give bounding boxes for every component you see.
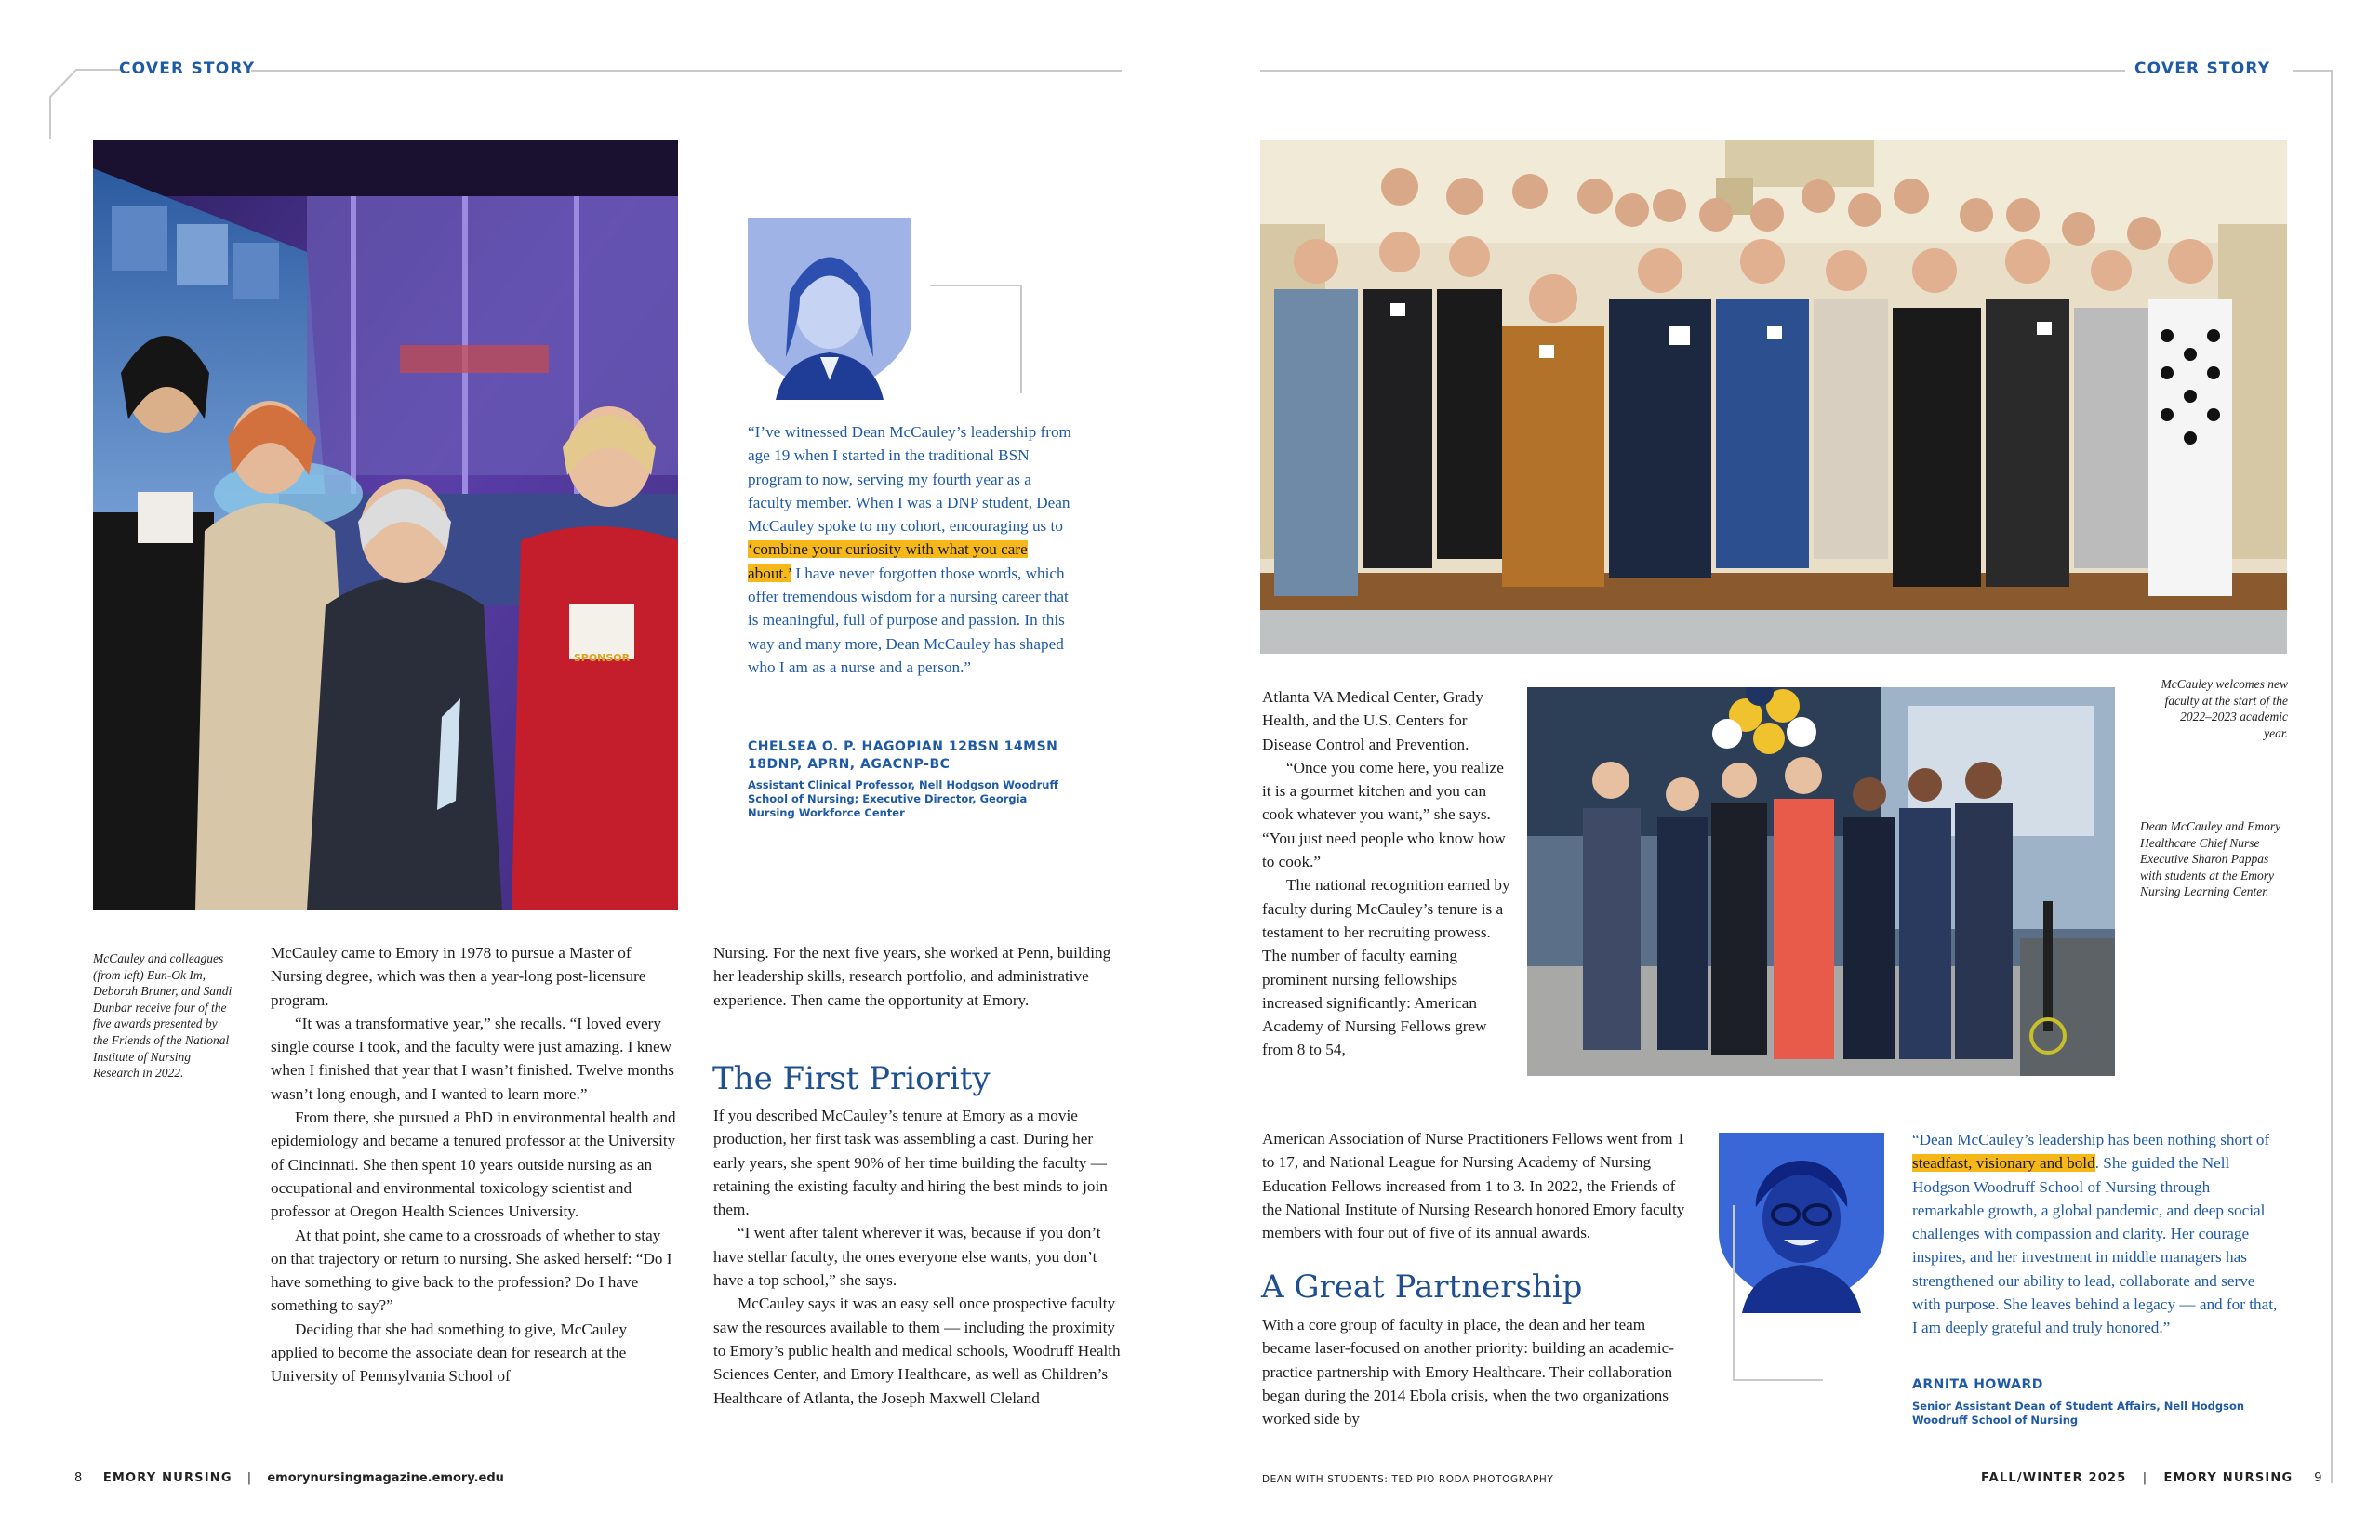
photo-credit: DEAN WITH STUDENTS: TED PIO RODA PHOTOGRAPHY <box>1262 1474 1554 1485</box>
award-photo <box>93 140 678 910</box>
right-col1-wide: American Association of Nurse Practitioners Fellows went from 1 to 17, and National League for Nursing Academy of Nursing Education Fellows increased from 1 to 3. In 2022, the Friends of the National Institute of Nursing Research honored Emory faculty members with four out of five of its annual awards. <box>1262 1130 1685 1242</box>
hagopian-name: CHELSEA O. P. HAGOPIAN 12BSN 14MSN 18DNP, APRN, AGACNP-BC <box>748 739 1058 772</box>
quote-highlight: steadfast, visionary and bold <box>1912 1154 2095 1173</box>
right-footer: FALL/WINTER 2025 | EMORY NURSING 9 <box>1981 1471 2323 1485</box>
left-footer: 8 EMORY NURSING | emorynursingmagazine.emory.edu <box>74 1471 504 1485</box>
hagopian-quote: “I’ve witnessed Dean McCauley’s leadership from age 19 when I started in the traditional BSN program to now, serving my fourth year as a faculty member. When I was a DNP student, Dean McCauley spoke to my cohort, encouraging us to ‘combine your curiosity with what you care about.’ I have never forgotten those words, which offer tremendous wisdom for a nursing career that is meaningful, full of purpose and passion. In this way and many more, Dean McCauley has shaped who I am as a nurse and a person.” <box>748 423 1071 676</box>
right-page-number: 9 <box>2314 1471 2323 1485</box>
howard-quote: “Dean McCauley’s leadership has been nothing short of steadfast, visionary and bold. She guided the Nell Hodgson Woodruff School of Nursing through remarkable growth, a global pandemic, and deep social challenges with compassion and clarity. Her courage inspires, and her investment in middle managers has strengthened our ability to lead, collaborate and serve with purpose. She leaves behind a legacy — and for that, I am deeply grateful and truly honored.” <box>1912 1131 2278 1337</box>
group-photo-caption: McCauley welcomes new faculty at the start of the 2022–2023 academic year. <box>2161 677 2288 740</box>
left-top-rule <box>251 70 1122 72</box>
right-col1-top: Atlanta VA Medical Center, Grady Health, and the U.S. Centers for Disease Control and Prevention. “Once you come here, you realize it is a gourmet kitchen and you can cook whatever you want,” she says. “You just need people who know how to cook.” The national recognition earned by faculty during McCauley’s tenure is a testament to her recruiting prowess. The number of faculty earning prominent nursing fellowships increased significantly: American Academy of Nursing Fellows grew from 8 to 54, <box>1262 688 1510 1059</box>
howard-title: Senior Assistant Dean of Student Affairs, Nell Hodgson Woodruff School of Nursing <box>1912 1400 2245 1427</box>
right-quote-bracket <box>1732 1205 1825 1382</box>
left-section-label: COVER STORY <box>119 60 256 78</box>
first-priority-heading: The First Priority <box>712 1060 991 1097</box>
students-photo <box>1527 687 2115 1076</box>
students-photo-caption: Dean McCauley and Emory Healthcare Chief Nurse Executive Sharon Pappas with students at the Emory Nursing Learning Center. <box>2140 819 2281 899</box>
great-partnership-heading: A Great Partnership <box>1261 1268 1583 1306</box>
group-photo <box>1260 140 2287 654</box>
left-col2-body: If you described McCauley’s tenure at Emory as a movie production, her first task was assembling a cast. During her early years, she spent 90% of her time building the faculty — retaining the existing faculty and hiring the best minds to join them. “I went after talent wherever it was, because if you don’t have stellar faculty, the ones everyone else wants, you don’t have a top school,” she says. McCauley says it was an easy sell once prospective faculty saw the resources available to them — including the proximity to Emory’s public health and medical schools, Woodruff Health Sciences Center, and Emory Healthcare, as well as Children’s Healthcare of Atlanta, the Joseph Maxwell Cleland <box>713 1107 1121 1407</box>
left-quote-bracket <box>930 284 1025 395</box>
issue-label: FALL/WINTER 2025 <box>1981 1471 2127 1485</box>
left-col2-top: Nursing. For the next five years, she worked at Penn, building her leadership skills, research portfolio, and administrative experience. Then came the opportunity at Emory. <box>713 944 1111 1009</box>
left-corner-line <box>48 69 123 125</box>
left-page-number: 8 <box>74 1471 84 1485</box>
left-col1-body: McCauley came to Emory in 1978 to pursue a Master of Nursing degree, which was then a year-long post-licensure program. “It was a transformative year,” she recalls. “I loved every single course I took, and the faculty were just amazing. I knew when I finished that year that I wasn’t finished. Twelve months wasn’t long enough, and I wanted to learn more.” From there, she pursued a PhD in environmental health and epidemiology and became a tenured professor at the University of Cincinnati. She then spent 10 years outside nursing as an occupational and environmental toxicology scientist and professor at Oregon Health Sciences University. At that point, she came to a crossroads of whether to stay on that trajectory or return to nursing. She asked herself: “Do I have something to give back to the profession? Do I have something to say?” Deciding that she had something to give, McCauley applied to become the associate dean for research at the University of Pennsylvania School of <box>271 944 676 1386</box>
sponsor-sign: SPONSOR <box>573 652 631 664</box>
right-col1-bottom: With a core group of faculty in place, the dean and her team became laser-focused on another priority: building an academic-practice partnership with Emory Healthcare. Their collaboration began during the 2014 Ebola crisis, when the two organizations worked side by <box>1262 1316 1675 1428</box>
right-footer-pub: EMORY NURSING <box>2163 1471 2294 1485</box>
howard-name: ARNITA HOWARD <box>1912 1377 2043 1392</box>
award-photo-caption: McCauley and colleagues (from left) Eun-Ok Im, Deborah Bruner, and Sandi Dunbar receive four of the five awards presented by the Friends of the National Institute of Nursing Research in 2022. <box>93 951 233 1081</box>
hagopian-title: Assistant Clinical Professor, Nell Hodgson Woodruff School of Nursing; Executive Director, Georgia Nursing Workforce Center <box>748 778 1058 819</box>
right-side-rule <box>2331 70 2333 1483</box>
right-top-rule <box>1260 70 2125 72</box>
hagopian-portrait <box>748 218 911 400</box>
right-section-label: COVER STORY <box>2134 60 2271 78</box>
left-side-rule <box>49 121 51 139</box>
right-side-rule-h <box>2293 70 2332 72</box>
quote-highlight: ‘combine your curiosity with what you care about.’ <box>748 540 1028 582</box>
left-footer-pub: EMORY NURSING <box>102 1471 233 1485</box>
magazine-url[interactable]: emorynursingmagazine.emory.edu <box>267 1471 504 1485</box>
